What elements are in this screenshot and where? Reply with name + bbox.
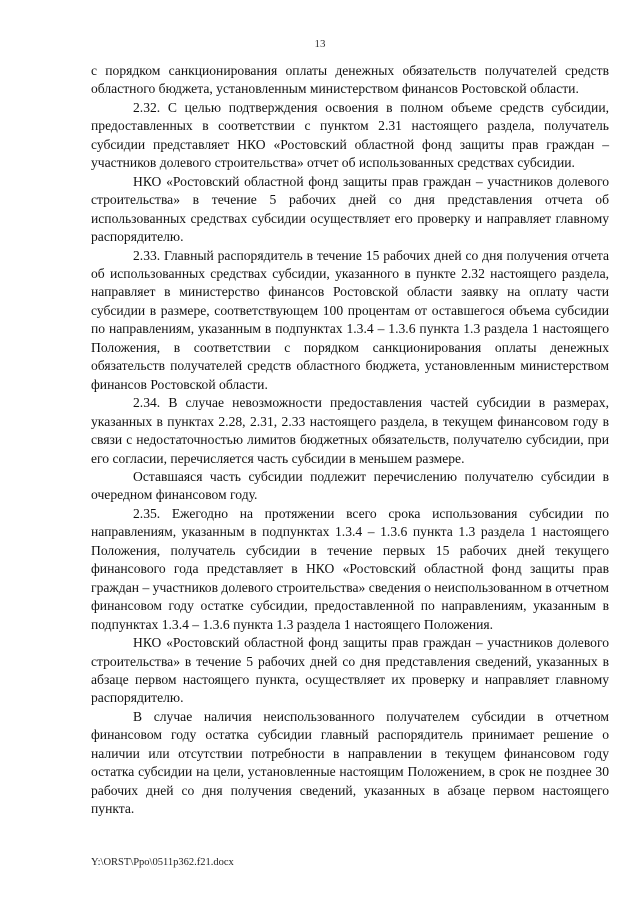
paragraph-2-33: 2.33. Главный распорядитель в течение 15 рабочих дней со дня получения отчета об использованных средствах субсидии, указанного в пункте 2.32 настоящего раздела, направляет в министерство финансов Ростовской области заявку на оплату части субсидии в размере, соответствующем 100 процентам от оставшегося объема субсидии по направлениям, указанным в подпунктах 1.3.4 – 1.3.6 пункта 1.3 раздела 1 настоящего Положения, в соответствии с порядком санкционирования оплаты денежных обязательств получателей средств областного бюджета, установленным министерством финансов Ростовской области. — [91, 247, 609, 392]
paragraph-2-35-fund-check: НКО «Ростовский областной фонд защиты прав граждан – участников долевого строительства» в течение 5 рабочих дней со дня представления сведений, указанных в абзаце первом настоящего пункта, осуществляет их проверку и направляет главному распорядителю. — [91, 635, 609, 706]
paragraph-2-35-unused-balance: В случае наличия неиспользованного получателем субсидии в отчетном финансовом году остатка субсидии главный распорядитель принимает решение о наличии или отсутствии потребности в направлении в текущем финансовом году остатка субсидии на цели, установленные настоящим Положением, в срок не позднее 30 рабочих дней со дня получения сведений, указанных в абзаце первом настоящего пункта. — [91, 708, 609, 817]
page-number: 13 — [314, 38, 326, 50]
paragraph-2-32: 2.32. С целью подтверждения освоения в полном объеме средств субсидии, предоставленных в соответствии с пунктом 2.31 настоящего раздела, получатель субсидии представляет НКО «Ростовский областной фонд защиты прав граждан – участников долевого строительства» отчет об использованных средствах субсидии. — [91, 99, 609, 171]
document-body — [91, 62, 609, 819]
paragraph-2-32-fund-check: НКО «Ростовский областной фонд защиты прав граждан – участников долевого строительства» в течение 5 рабочих дней со дня представления отчета об использованных средствах субсидии осуществляет его проверку и направляет главному распорядителю. — [91, 173, 609, 245]
paragraph-2-34-remainder: Оставшаяся часть субсидии подлежит перечислению получателю субсидии в очередном финансовом году. — [91, 468, 609, 503]
file-path-footer: Y:\ORST\Ppo\0511p362.f21.docx — [91, 857, 234, 868]
paragraph-2-35: 2.35. Ежегодно на протяжении всего срока использования субсидии по направлениям, указанным в подпунктах 1.3.4 – 1.3.6 пункта 1.3 раздела 1 настоящего Положения, получатель субсидии в течение первых 15 рабочих дней текущего финансового года представляет в НКО «Ростовский областной фонд защиты прав граждан – участников долевого строительства» сведения о неиспользованном в отчетном финансовом году остатке субсидии, предоставленной по направлениям, указанным в подпунктах 1.3.4 – 1.3.6 пункта 1.3 раздела 1 настоящего Положения. — [91, 505, 609, 632]
paragraph-2-34: 2.34. В случае невозможности предоставления частей субсидии в размерах, указанных в пунктах 2.28, 2.31, 2.33 настоящего раздела, в текущем финансовом году в связи с недостаточностью лимитов бюджетных обязательств, получателю субсидии, при его согласии, перечисляется часть субсидии в меньшем размере. — [91, 395, 609, 466]
paragraph-continuation: с порядком санкционирования оплаты денежных обязательств получателей средств областного бюджета, установленным министерством финансов Ростовской области. — [91, 63, 609, 97]
